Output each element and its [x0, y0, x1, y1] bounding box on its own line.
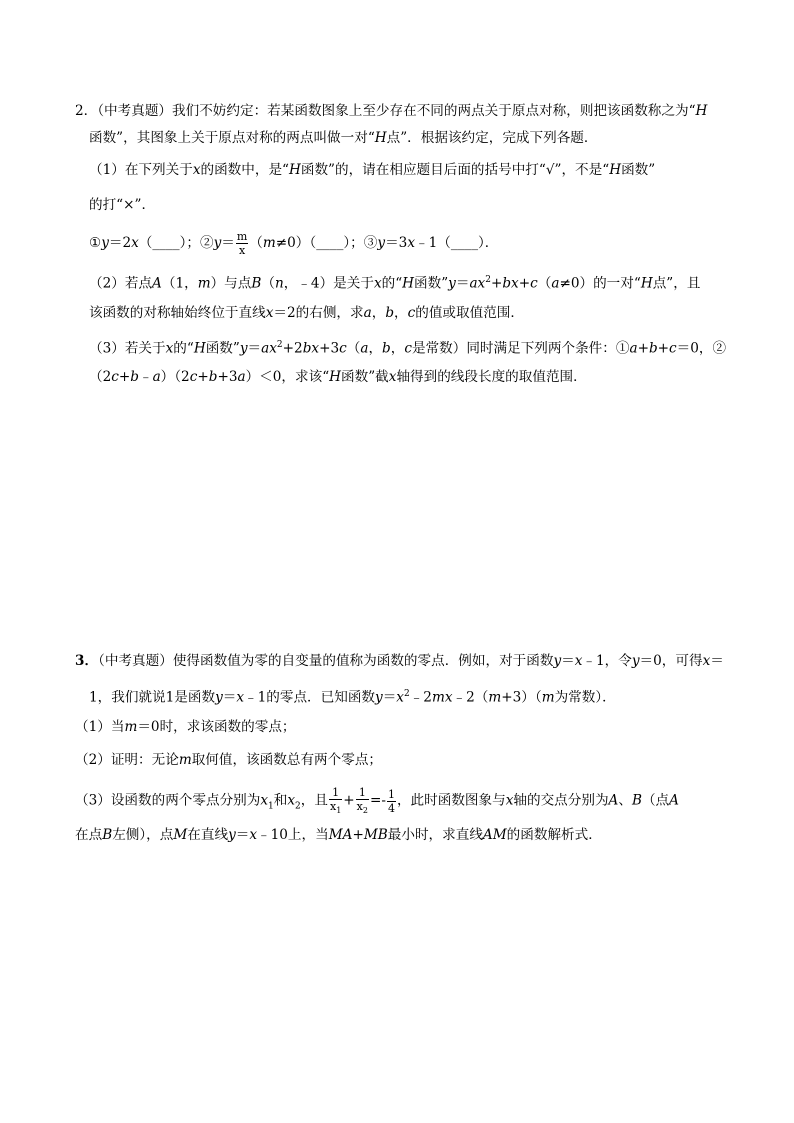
q3-line-5: （3）设函数的两个零点分别为$x_1$和$x_2$，且 $\frac{1}{x_1}$ + $\frac{1}{x_2}$ =- $\frac{1}{4}$ ，此时函数图象与x轴的交点分别为A、B（点A	[75, 786, 679, 816]
q2-line-5-options: ①y＝2x（____）；②y＝ $\frac{m}{x}$ （m≠0）（____）；③y＝3x﹣1（____）．	[89, 230, 499, 257]
fraction-1-over-x1: $\frac{1}{x_1}$	[329, 786, 342, 816]
q3-line-3: （1）当m＝0时，求该函数的零点；	[75, 719, 296, 735]
q2-line-2: 函数”，其图象上关于原点对称的两点叫做一对“H点”．根据该约定，完成下列各题．	[89, 130, 598, 146]
fraction-1-over-4: $\frac{1}{4}$	[387, 787, 395, 815]
q2-line-3: （1）在下列关于x的函数中，是“H函数”的，请在相应题目后面的括号中打“√”，不是“H函数”	[89, 162, 656, 178]
q3-line-1: 3．（中考真题）使得函数值为零的自变量的值称为函数的零点．例如，对于函数y＝x﹣1，令y＝0，可得x＝	[75, 653, 724, 669]
q2-line-8: （3）若关于x的“H函数$”y=ax^2+2bx+3c(a$，b，c是常数）同时满足下列两个条件：①a+b+c＝0，②	[89, 340, 727, 357]
q2-line-9: （2c+b﹣a）（2c+b+3a）＜0，求该“H函数”截x轴得到的线段长度的取值范围．	[89, 369, 587, 385]
q2-line-4: 的打“×”．	[89, 197, 156, 213]
q3-line-2: 1，我们就说1是函数y＝x﹣1的零点．已知函数$y=x^2﹣2mx﹣2(m+3)(m$为常数）．	[89, 689, 616, 706]
fraction-m-over-x: $\frac{m}{x}$	[236, 230, 248, 257]
q3-line-6: 在点B左侧），点M在直线y＝x﹣10上，当MA+MB最小时，求直线AM的函数解析式．	[75, 827, 602, 843]
q2-line-7: 该函数的对称轴始终位于直线x＝2的右侧，求a，b，c的值或取值范围．	[89, 305, 524, 321]
q3-line-4: （2）证明：无论m取何值，该函数总有两个零点；	[75, 752, 383, 768]
q2-line-1: 2．（中考真题）我们不妨约定：若某函数图象上至少存在不同的两点关于原点对称，则把该函数称之为“H	[75, 103, 708, 119]
fraction-1-over-x2: $\frac{1}{x_2}$	[356, 786, 368, 816]
q2-line-6: （2）若点A（1，m）与点B（n，﹣4）是关于x的“H函数$”y=ax^2+bx+c(a\ne 0)$的一对“H点”，且	[89, 275, 701, 292]
